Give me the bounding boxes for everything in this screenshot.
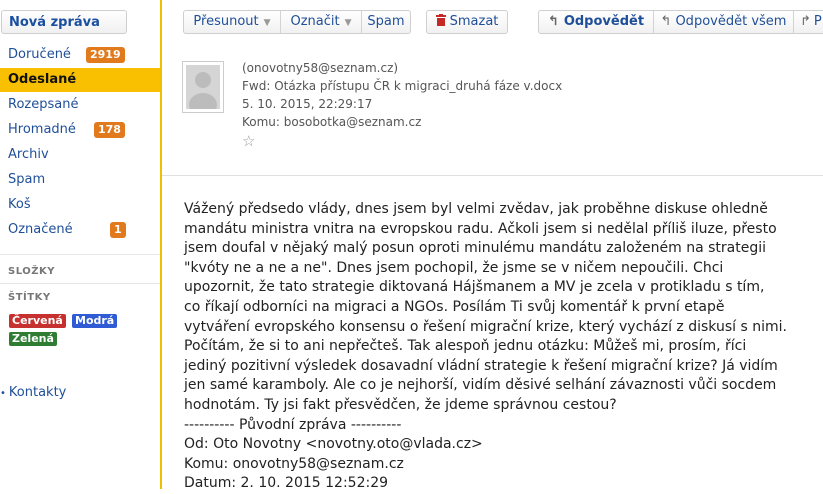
folder-archive[interactable] [0,143,160,167]
reply-all-label: Odpovědět všem [675,14,787,29]
body-line: mandátu ministra vnitra na evropskou radu. Ačkoli jsem si nedělal příliš iluze, přesto [184,220,777,237]
label-red[interactable]: Červená [9,314,66,328]
message-subject: Fwd: Otázka přístupu ČR k migraci_druhá fáze v.docx [242,79,563,93]
section-heading-folders[interactable]: SLOŽKY [8,266,55,277]
unread-count-badge: 1 [110,222,126,238]
folder-label: Archiv [8,147,49,162]
chevron-down-icon: ▼ [263,18,271,28]
body-line: Datum: 2. 10. 2015 12:52:29 [184,475,389,492]
folder-label: Hromadné [8,122,76,137]
message-date: 5. 10. 2015, 22:29:17 [242,97,373,111]
folder-label: Spam [8,172,46,187]
reply-all-icon: ↰ [660,14,672,29]
bullet-icon: • [0,388,6,399]
action-button-group [183,10,411,34]
unread-count-badge: 178 [94,122,125,138]
reply-label: Odpovědět [563,14,645,29]
message-header [162,44,823,176]
body-line: jen samé karamboly. Ale co je nejhorší, vidím děsivé selhání závaznosti vůči socdem [184,377,777,394]
folder-label: Odeslané [8,72,77,87]
label-blue[interactable]: Modrá [72,314,117,328]
reply-icon: ↰ [547,14,559,29]
folder-label: Doručené [8,47,71,62]
body-line: Od: Oto Novotny <novotny.oto@vlada.cz> [184,436,483,453]
mark-button[interactable] [281,11,361,33]
body-line: Vážený předsedo vlády, dnes jsem byl velmi zvědav, jak proběhne diskuse ohledně [184,201,768,217]
divider [0,254,160,255]
message-recipient: Komu: bosobotka@seznam.cz [242,115,422,129]
chevron-down-icon: ▼ [344,18,352,28]
folder-flagged[interactable] [0,218,160,242]
sender-address[interactable]: (onovotny58@seznam.cz) [242,61,399,75]
folder-label: Označené [8,222,73,237]
folder-label: Rozepsané [8,97,79,112]
label-green[interactable]: Zelená [9,332,57,346]
folder-bulk[interactable] [0,118,160,142]
body-line: vytváření evropského konsensu o řešení migrační krize, který vychází z diskusí s nimi. [184,318,787,335]
folder-inbox[interactable] [0,43,160,67]
contacts-link[interactable] [0,381,66,406]
forward-button[interactable] [794,11,823,33]
section-heading-labels[interactable]: ŠTÍTKY [8,292,51,303]
folder-trash[interactable] [0,193,160,217]
folder-label: Koš [8,197,31,212]
trash-icon [436,14,446,26]
message-body [184,200,814,494]
body-line: "kvóty ne a ne a ne". Dnes jsem pochopil, že jsme se v ničem nepoučili. Chci [184,259,724,276]
body-line: jsem doufal v nějaký malý posun oproti minulému mandátu založeném na strategii [184,240,766,257]
body-line: hodnotám. Ty jsi fakt přesvědčen, že jdeme správnou cestou? [184,396,617,413]
star-icon[interactable]: ☆ [242,132,256,150]
body-line: upozornit, že tato strategie diktovaná Hájšmanem a MV je zcela v protikladu s tím, [184,279,765,296]
spam-button[interactable]: Spam [367,14,405,29]
body-line: jediný pozitivní výsledek dosavadní vládní strategie k řešení migrační krize? Já vidím [184,357,778,374]
toolbar [162,0,823,44]
reply-button-group [538,10,823,34]
folder-sent[interactable] [0,68,160,92]
move-button[interactable] [184,11,280,33]
delete-label: Smazat [449,14,499,29]
folder-drafts[interactable] [0,93,160,117]
person-icon [186,65,220,109]
reply-all-button[interactable] [654,11,793,33]
unread-count-badge: 2919 [86,47,125,63]
body-line: ---------- Původní zpráva ---------- [184,416,402,433]
body-line: co říkají odborníci na migraci a NGOs. Posílám Ti svůj komentář k první etapě [184,298,725,315]
new-message-button[interactable]: Nová zpráva [1,10,127,34]
forward-label: P [813,14,822,29]
folder-spam[interactable] [0,168,160,192]
body-line: Počítám, že si to ani nepřečteš. Tak alespoň jednu otázku: Můžeš mi, prosím, říci [184,338,747,355]
body-line: Komu: onovotny58@seznam.cz [184,455,404,472]
sidebar [0,0,160,489]
forward-icon: ↱ [800,14,811,29]
delete-button[interactable] [426,10,508,34]
reply-button[interactable] [539,11,653,33]
contacts-label: Kontakty [8,385,67,400]
divider [0,283,160,284]
move-label: Přesunout [193,14,259,29]
avatar [182,61,224,113]
mark-label: Označit [290,14,340,29]
